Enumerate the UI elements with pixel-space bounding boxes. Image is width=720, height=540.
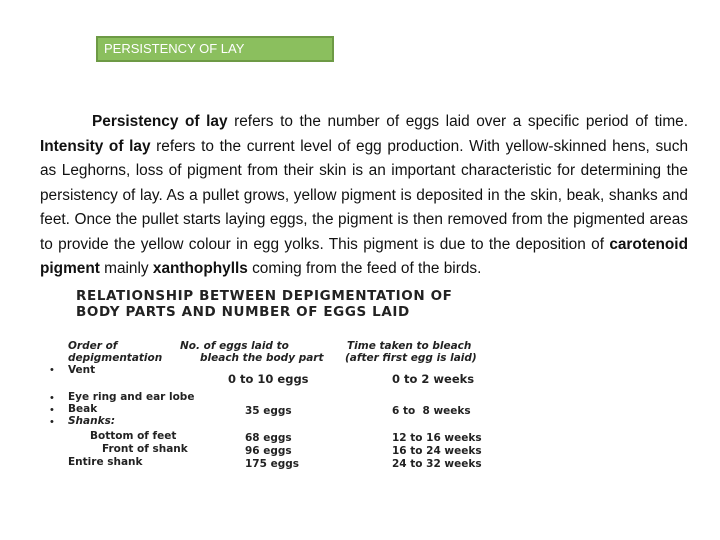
row-bottom-of-feet-time: 12 to 16 weeks (392, 432, 482, 444)
header-col1-line2: depigmentation (68, 352, 163, 364)
table-title (76, 288, 476, 320)
body-paragraph (40, 110, 688, 282)
term-persistency-of-lay: Persistency of lay (92, 113, 228, 130)
header-col3-line2: (after first egg is laid) (345, 352, 477, 364)
row-vent-time: 0 to 2 weeks (392, 372, 475, 386)
header-eggs-laid (180, 340, 324, 364)
row-eye-ring-part: Eye ring and ear lobe (68, 391, 195, 403)
para-text-3: mainly (99, 260, 153, 277)
header-col1-line1: Order of (68, 340, 118, 352)
bullet-eye-ring: • (50, 392, 54, 404)
row-entire-shank-time: 24 to 32 weeks (392, 458, 482, 470)
table-title-line-1: RELATIONSHIP BETWEEN DEPIGMENTATION OF (76, 288, 453, 304)
row-bottom-of-feet-part: Bottom of feet (90, 430, 177, 442)
para-text-2: refers to the current level of egg production. With yellow-skinned hens, such as Leghorns, loss of pigment from their skin is an important characteristic for determining the persistency of lay. As a pullet grows, yellow pigment is deposited in the skin, beak, shanks and feet. Once the pullet starts laying eggs, the pigment is then removed from the pigmented areas to provide the yellow colour in egg yolks. This pigment is due to the deposition of (40, 137, 688, 253)
bullet-shanks: • (50, 416, 54, 428)
term-intensity-of-lay: Intensity of lay (40, 137, 151, 155)
para-text-4: coming from the feed of the birds. (247, 260, 482, 277)
term-carotenoid-pigment: carotenoid pigment (40, 235, 688, 277)
row-shanks-part: Shanks: (68, 415, 116, 427)
header-col3-line1: Time taken to bleach (347, 340, 472, 352)
row-vent-part: Vent (68, 364, 96, 376)
header-col2-line1: No. of eggs laid to (180, 340, 289, 352)
row-beak-eggs: 35 eggs (245, 405, 292, 417)
term-xanthophylls: xanthophylls (152, 260, 248, 277)
header-col2-line2: bleach the body part (200, 352, 324, 364)
row-front-of-shank-eggs: 96 eggs (245, 445, 292, 457)
slide-title: PERSISTENCY OF LAY (96, 36, 334, 62)
row-beak-part: Beak (68, 403, 98, 415)
table-title-line-2: BODY PARTS AND NUMBER OF EGGS LAID (76, 304, 410, 320)
row-front-of-shank-time: 16 to 24 weeks (392, 445, 482, 457)
bullet-beak: • (50, 404, 54, 416)
bullet-vent: • (50, 364, 54, 376)
header-order-of-depigmentation (68, 340, 162, 364)
para-text-1: refers to the number of eggs laid over a specific period of time. (227, 113, 688, 130)
row-beak-time: 6 to 8 weeks (392, 405, 471, 417)
row-entire-shank-eggs: 175 eggs (245, 458, 299, 470)
header-time-taken (345, 340, 477, 364)
row-front-of-shank-part: Front of shank (102, 443, 188, 455)
row-entire-shank-part: Entire shank (68, 456, 143, 468)
row-bottom-of-feet-eggs: 68 eggs (245, 432, 292, 444)
row-vent-eggs: 0 to 10 eggs (228, 372, 309, 386)
